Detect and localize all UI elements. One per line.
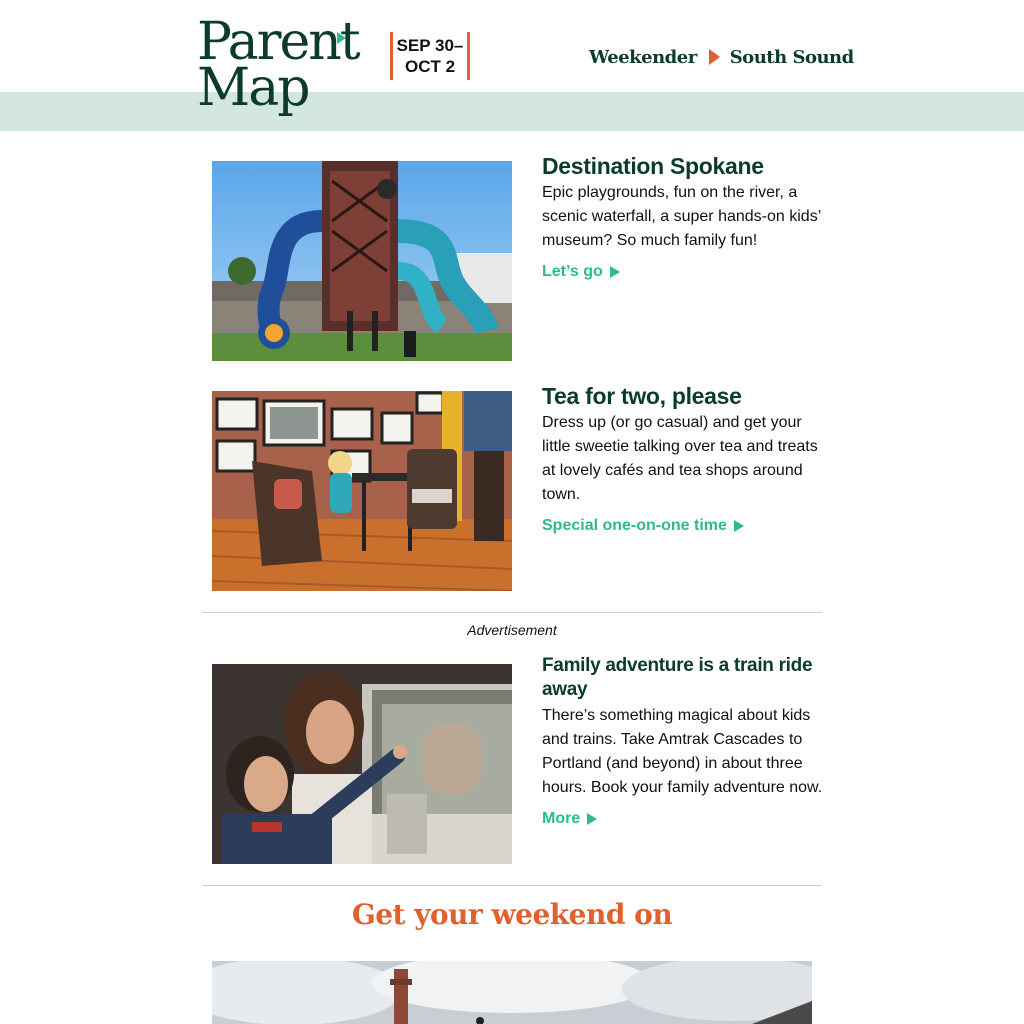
- tea-room-photo[interactable]: [212, 391, 512, 591]
- story-destination-spokane: [212, 153, 824, 361]
- story-title[interactable]: Tea for two, please: [542, 383, 742, 409]
- story-text: [542, 654, 827, 828]
- train-window-image: [212, 664, 512, 864]
- tea-room-image: [212, 391, 512, 591]
- ad-description: There’s something magical about kids and trains. Take Amtrak Cascades to Portland (and beyond) in about three hours. Book your family adventure now.: [542, 707, 823, 796]
- lets-go-link[interactable]: [542, 263, 620, 281]
- logo-line-1: Parent: [197, 12, 359, 72]
- advertisement-label: Advertisement: [467, 622, 557, 638]
- link-label: More: [542, 810, 581, 827]
- play-triangle-icon: [587, 813, 597, 825]
- date-line-1: SEP 30–: [396, 36, 464, 55]
- story-text: [542, 383, 827, 535]
- playground-photo[interactable]: [212, 161, 512, 361]
- logo-line-2: Map: [197, 58, 309, 118]
- newsletter-breadcrumb: [589, 44, 854, 70]
- triangle-right-icon: [709, 49, 720, 65]
- special-time-link[interactable]: [542, 517, 744, 535]
- ad-title[interactable]: Family adventure is a train ride away: [542, 655, 813, 700]
- weekend-feature-photo[interactable]: [212, 961, 812, 1024]
- section-title: Get your weekend on: [351, 898, 673, 931]
- story-tea-for-two: [212, 383, 824, 591]
- nav-south-sound[interactable]: South Sound: [729, 46, 854, 68]
- story-description: Dress up (or go casual) and get your little sweetie talking over tea and treats at lovely cafés and tea shops around town.: [542, 414, 818, 503]
- header: [0, 0, 1024, 131]
- issue-date: [390, 32, 470, 80]
- weekend-feature-image: [212, 961, 812, 1024]
- ad-story-train: [212, 655, 824, 864]
- header-band: [0, 92, 1024, 131]
- logo-triangle-icon: [337, 32, 346, 44]
- playground-image: [212, 161, 512, 361]
- link-label: Let’s go: [542, 263, 603, 280]
- story-text: [542, 153, 827, 281]
- story-title[interactable]: Destination Spokane: [542, 153, 764, 179]
- link-label: Special one-on-one time: [542, 517, 727, 534]
- divider: [202, 612, 822, 613]
- divider: [202, 885, 822, 886]
- parentmap-logo[interactable]: [197, 14, 357, 124]
- more-link[interactable]: [542, 810, 597, 828]
- story-description: Epic playgrounds, fun on the river, a scenic waterfall, a super hands-on kids’ museum? So much family fun!: [542, 184, 821, 249]
- train-window-photo[interactable]: [212, 664, 512, 864]
- play-triangle-icon: [734, 520, 744, 532]
- nav-weekender[interactable]: Weekender: [589, 46, 697, 68]
- date-line-2: OCT 2: [404, 57, 456, 76]
- play-triangle-icon: [610, 266, 620, 278]
